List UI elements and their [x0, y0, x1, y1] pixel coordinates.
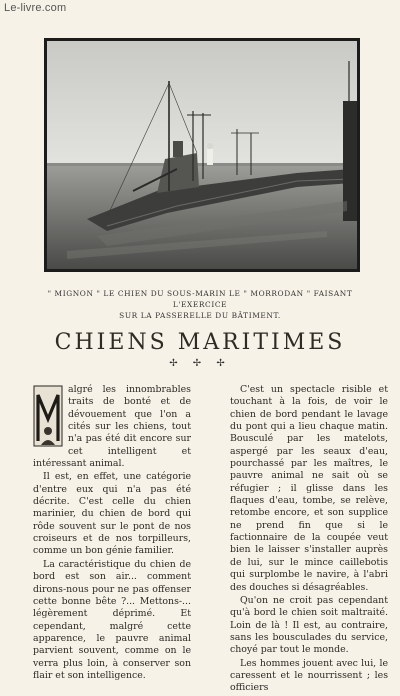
right-column	[230, 384, 388, 696]
left-paragraph-3: La caractéristique du chien de bord est son air... comment dirons-nous pour ne pas offenser cette bonne bête ?... Mettons-... légèrement déprimé. Et cependant, malgré cette apparence, le pauvre animal parvient souvent, comme on le verra plus loin, à conserver son flair et son intelligence.	[33, 558, 191, 681]
right-paragraph-2: Qu'on ne croit pas cependant qu'à bord le chien soit maltraité. Loin de là ! Il est, au contraire, sans les bousculades du service, choyé par tout le monde.	[230, 594, 388, 656]
photo-caption	[30, 288, 370, 321]
photo-frame	[44, 38, 360, 272]
caption-line-1: " MIGNON " LE CHIEN DU SOUS-MARIN LE " MORRODAN " FAISANT L'EXERCICE	[47, 289, 353, 309]
right-paragraph-1: C'est un spectacle risible et touchant à la fois, de voir le chien de bord pendant le lavage du pont qui a lieu chaque matin. Bousculé par les matelots, aspergé par les seaux d'eau, pourchassé par les maîtres, le pauvre animal ne sait où se réfugier ; il glisse dans les flaques d'eau, tombe, se relève, retombe encore, et son supplice ne prend fin que si le factionnaire de la coupée veut bien le laisser s'installer auprès de lui, sur le mince caillebotis qui surplombe le navire, à l'abri des douches si désagréables.	[230, 384, 388, 593]
left-paragraph-1: algré les innombrables traits de bonté et de dévouement que l'on a cités sur les chiens, tout n'a pas été dit encore sur cet intelligent et intéressant animal.	[33, 384, 191, 470]
dropcap-m-icon	[33, 385, 63, 447]
left-paragraph-2: Il est, en effet, une catégorie d'entre eux qui n'a pas été décrite. C'est celle du chien marinier, du chien de bord qui rôde souvent sur le pont de nos croiseurs et de nos torpilleurs, comme un bon génie familier.	[33, 471, 191, 557]
right-paragraph-3: Les hommes jouent avec lui, le caressent et le nourrissent ; les officiers	[230, 657, 388, 694]
submarine-photo	[47, 41, 357, 269]
article-title: CHIENS MARITIMES	[54, 330, 346, 355]
left-column	[33, 384, 191, 683]
caption-line-2: SUR LA PASSERELLE DU BÂTIMENT.	[119, 311, 281, 320]
title-ornament: ✢ ✢ ✢	[169, 358, 231, 369]
site-watermark: Le-livre.com	[4, 2, 67, 14]
